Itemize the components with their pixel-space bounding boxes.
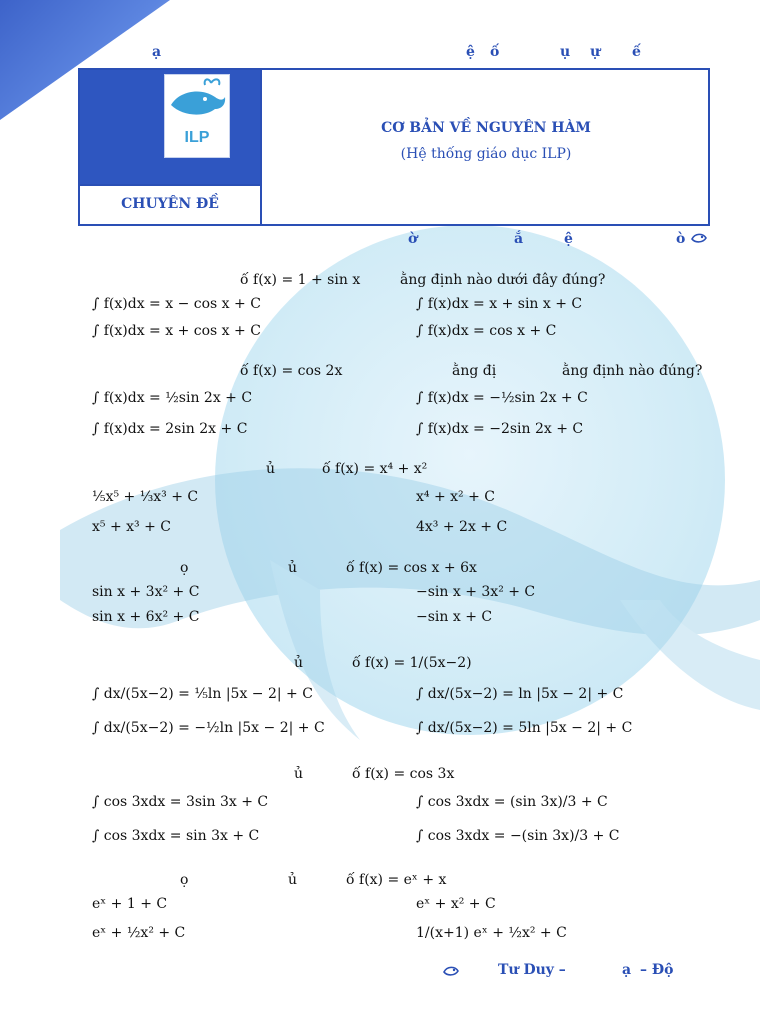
subheader-fragment: ờ: [408, 231, 418, 247]
question-3-option-b[interactable]: x⁴ + x² + C: [416, 489, 495, 505]
question-5-option-d[interactable]: ∫ dx/(5x−2) = 5ln |5x − 2| + C: [416, 720, 633, 736]
question-1-option-d[interactable]: ∫ f(x)dx = cos x + C: [416, 323, 557, 339]
question-7-prompt-tail: ố f(x) = eˣ + x: [346, 872, 447, 888]
question-5-option-a[interactable]: ∫ dx/(5x−2) = ⅕ln |5x − 2| + C: [92, 686, 313, 702]
question-6-option-d[interactable]: ∫ cos 3xdx = −(sin 3x)/3 + C: [416, 828, 620, 844]
question-6-option-c[interactable]: ∫ cos 3xdx = sin 3x + C: [92, 828, 260, 844]
question-1-option-b[interactable]: ∫ f(x)dx = x + sin x + C: [416, 296, 583, 312]
header-fragment: ụ: [560, 44, 571, 60]
header-fragment: ạ: [152, 44, 162, 60]
question-5-option-b[interactable]: ∫ dx/(5x−2) = ln |5x − 2| + C: [416, 686, 624, 702]
question-6-prompt: ủ: [294, 766, 304, 782]
footer-right: – Độ: [640, 962, 674, 978]
question-7-option-c[interactable]: eˣ + ½x² + C: [92, 925, 186, 941]
question-3-option-c[interactable]: x⁵ + x³ + C: [92, 519, 171, 535]
question-4-option-b[interactable]: −sin x + 3x² + C: [416, 584, 536, 600]
header-box: [78, 68, 710, 226]
question-5-prompt-tail: ố f(x) = 1/(5x−2): [352, 655, 472, 671]
question-2-prompt: ố f(x) = cos 2x: [240, 363, 343, 379]
question-3-option-d[interactable]: 4x³ + 2x + C: [416, 519, 508, 535]
logo-cell: [80, 70, 262, 224]
question-4-option-d[interactable]: −sin x + C: [416, 609, 493, 625]
document-title: CƠ BẢN VỀ NGUYÊN HÀM: [381, 120, 591, 136]
question-5-option-c[interactable]: ∫ dx/(5x−2) = −½ln |5x − 2| + C: [92, 720, 325, 736]
question-6-option-b[interactable]: ∫ cos 3xdx = (sin 3x)/3 + C: [416, 794, 608, 810]
question-7-option-a[interactable]: eˣ + 1 + C: [92, 896, 168, 912]
question-4-prompt-tail: ố f(x) = cos x + 6x: [346, 560, 477, 576]
question-1-prompt: ố f(x) = 1 + sin x: [240, 272, 361, 288]
question-3-option-a[interactable]: ⅕x⁵ + ⅓x³ + C: [92, 489, 199, 505]
whale-logo-icon: [165, 75, 229, 127]
question-5-prompt: ủ: [294, 655, 304, 671]
title-cell: [264, 70, 708, 224]
subheader-fragment: ò: [676, 231, 686, 247]
topic-label: CHUYÊN ĐỀ: [80, 184, 260, 224]
question-7-option-d[interactable]: 1/(x+1) eˣ + ½x² + C: [416, 925, 567, 941]
whale-footer-icon: [442, 962, 460, 980]
header-fragment: ệ: [466, 44, 475, 60]
question-4-prompt-mid: ủ: [288, 560, 298, 576]
subheader-fragment: ệ: [564, 231, 573, 247]
question-6-option-a[interactable]: ∫ cos 3xdx = 3sin 3x + C: [92, 794, 269, 810]
question-3-prompt-tail: ố f(x) = x⁴ + x²: [322, 461, 428, 477]
question-4-prompt: ọ: [180, 560, 189, 576]
watermark-whale-icon: [60, 400, 760, 760]
question-4-option-c[interactable]: sin x + 6x² + C: [92, 609, 200, 625]
question-2-option-b[interactable]: ∫ f(x)dx = −½sin 2x + C: [416, 390, 588, 406]
header-fragment: ự: [590, 44, 601, 60]
question-2-option-d[interactable]: ∫ f(x)dx = −2sin 2x + C: [416, 421, 584, 437]
question-2-prompt-tail: ằng định nào đúng?: [562, 363, 703, 379]
question-3-prompt: ủ: [266, 461, 276, 477]
question-2-option-a[interactable]: ∫ f(x)dx = ½sin 2x + C: [92, 390, 253, 406]
document-subtitle: (Hệ thống giáo dục ILP): [400, 146, 572, 162]
question-1-option-c[interactable]: ∫ f(x)dx = x + cos x + C: [92, 323, 261, 339]
header-fragment: ố: [490, 44, 500, 60]
whale-mini-icon: [690, 229, 708, 247]
question-4-option-a[interactable]: sin x + 3x² + C: [92, 584, 200, 600]
subheader-fragment: ắ: [514, 231, 524, 247]
question-2-option-c[interactable]: ∫ f(x)dx = 2sin 2x + C: [92, 421, 248, 437]
question-1-option-a[interactable]: ∫ f(x)dx = x − cos x + C: [92, 296, 261, 312]
question-7-prompt-mid: ủ: [288, 872, 298, 888]
logo-background: [80, 70, 260, 184]
question-7-prompt: ọ: [180, 872, 189, 888]
question-1-prompt-tail: ằng định nào dưới đây đúng?: [400, 272, 606, 288]
footer-left: Tư Duy –: [498, 962, 566, 978]
footer-mid: ạ: [622, 962, 632, 978]
ilp-logo: [164, 74, 230, 158]
question-6-prompt-tail: ố f(x) = cos 3x: [352, 766, 455, 782]
question-2-prompt-mid: ằng đị: [452, 363, 497, 379]
question-7-option-b[interactable]: eˣ + x² + C: [416, 896, 496, 912]
header-fragment: ế: [632, 44, 641, 60]
logo-text: ILP: [184, 129, 210, 146]
